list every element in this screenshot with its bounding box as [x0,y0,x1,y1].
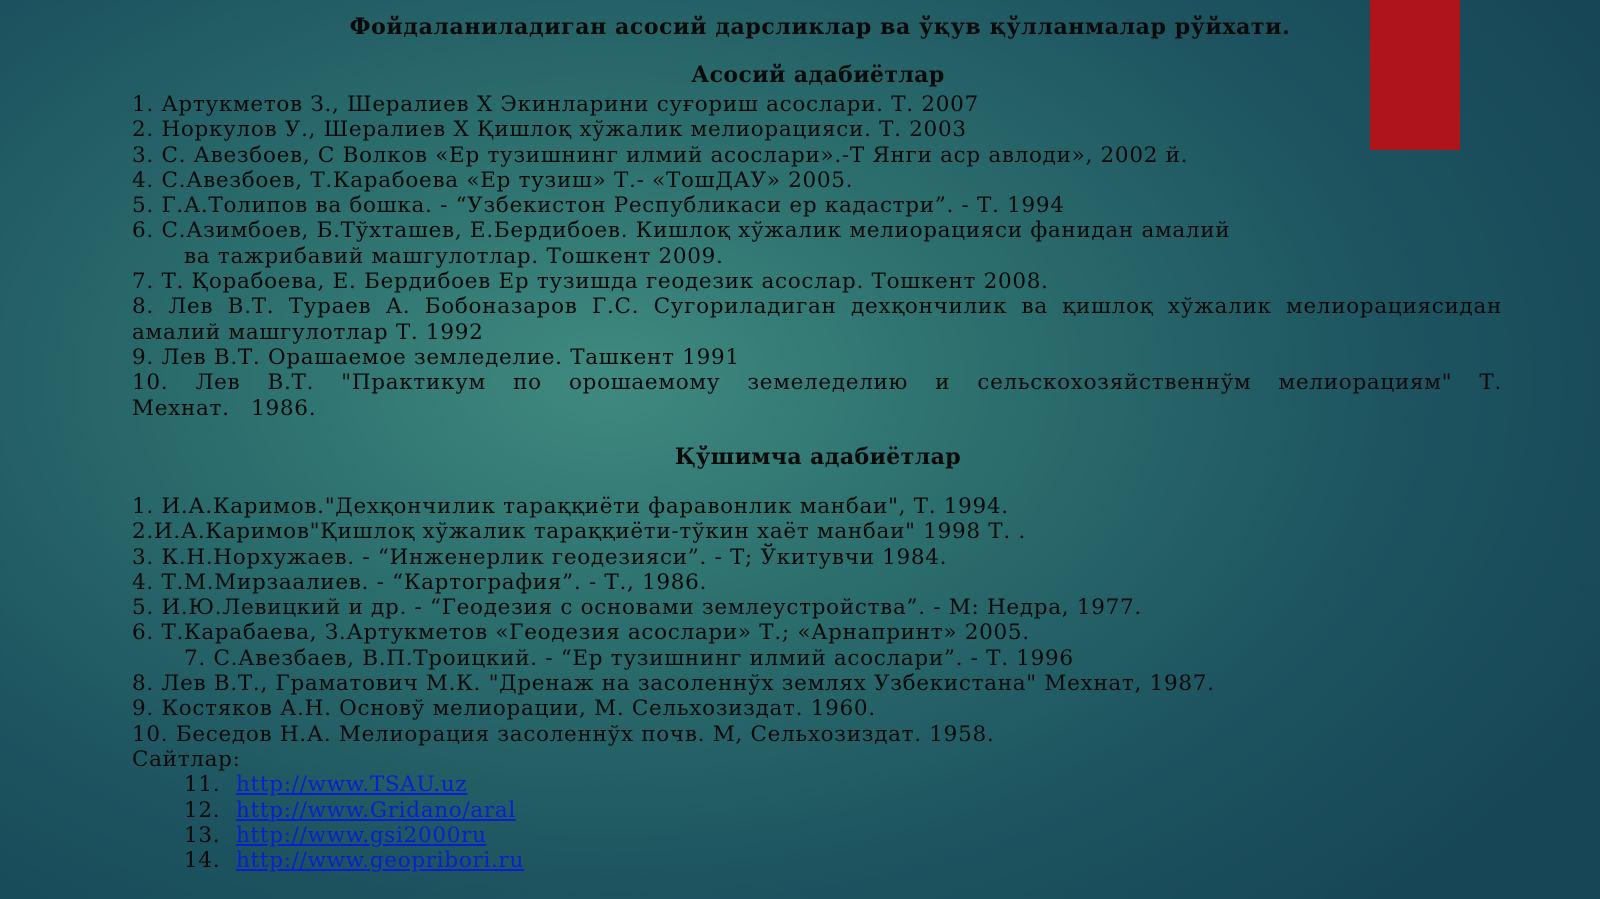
site-number: 14. [184,848,221,874]
site-number: 13. [184,822,221,848]
list-item: 8. Лев В.Т. Тураев А. Бобоназаров Г.С. Сугориладиган дехқончилик ва қишлоқ хўжалик мелиорациясидан амалий машгулотлар Т. 1992 [132,294,1502,345]
list-item: 9. Лев В.Т. Орашаемое земледелие. Ташкент 1991 [132,344,740,370]
list-item: 4. Т.М.Мирзаалиев. - “Картография”. - Т., 1986. [132,569,708,595]
site-number: 11. [184,772,221,798]
list-item: 5. И.Ю.Левицкий и др. - “Геодезия с основами землеустройства”. - М: Недра, 1977. [132,595,1142,621]
list-item: ва тажрибавий машгулотлар. Тошкент 2009. [184,243,724,269]
site-row [132,798,1502,823]
list-item: 7. С.Авезбаев, В.П.Троицкий. - “Ер тузишнинг илмий асослари”. - Т. 1996 [184,645,1074,671]
list-item: 2. Норкулов У., Шералиев Х Қишлоқ хўжалик мелиорацияси. Т. 2003 [132,117,967,143]
site-row [132,848,1502,873]
list-item: 1. Артукметов З., Шералиев Х Экинларини суғориш асослари. Т. 2007 [132,92,979,117]
main-literature-list [132,92,1502,421]
extra-literature-list [132,494,1502,873]
list-item: 10. Лев В.Т. "Практикум по орошаемому земеледелию и сельскохозяйственнўм мелиорациям" Т. Мехнат. 1986. [132,370,1502,421]
list-item: 6. Т.Карабаева, З.Артукметов «Геодезия асослари» Т.; «Арнапринт» 2005. [132,620,1030,646]
list-item: 7. Т. Қорабоева, Е. Бердибоев Ер тузишда геодезик асослар. Тошкент 2008. [132,269,1049,295]
site-link[interactable]: http://www.Gridano/aral [236,797,516,823]
extra-literature-heading: Қўшимча адабиётлар [674,444,962,470]
site-number: 12. [184,797,221,823]
list-item: 10. Беседов Н.А. Мелиорация засоленнўх почв. М, Сельхозиздат. 1958. [132,721,995,747]
list-item: 5. Г.А.Толипов ва бошка. - “Узбекистон Республикаси ер кадастри”. - Т. 1994 [132,193,1065,219]
site-link[interactable]: http://www.TSAU.uz [236,772,468,798]
main-literature-heading: Асосий адабиётлар [691,62,945,88]
site-row [132,823,1502,848]
list-item: 3. С. Авезбоев, С Волков «Ер тузишнинг илмий асослари».-Т Янги аср авлоди», 2002 й. [132,142,1189,168]
list-item: 3. К.Н.Норхужаев. - “Инженерлик геодезияси”. - Т; Ўкитувчи 1984. [132,544,948,570]
site-row [132,772,1502,797]
site-link[interactable]: http://www.gsi2000ru [236,822,487,848]
list-item: 2.И.А.Каримов"Қишлоқ хўжалик тараққиёти-тўкин хаёт манбаи" 1998 Т. . [132,519,1026,545]
page-title: Фойдаланиладиган асосий дарсликлар ва ўқув қўлланмалар рўйхати. [349,14,1291,40]
list-item: 4. С.Авезбоев, Т.Карабоева «Ер тузиш» Т.- «ТошДАУ» 2005. [132,167,854,193]
list-item: 9. Костяков А.Н. Основў мелиорации, М. Сельхозиздат. 1960. [132,696,876,722]
list-item: 1. И.А.Каримов."Дехқончилик тараққиёти фаравонлик манбаи", Т. 1994. [132,494,1009,519]
list-item: 8. Лев В.Т., Граматович М.К. "Дренаж на засоленнўх землях Узбекистана" Мехнат, 1987. [132,671,1215,697]
sites-label: Сайтлар: [132,746,241,772]
site-link[interactable]: http://www.geopribori.ru [236,848,525,874]
list-item: 6. С.Азимбоев, Б.Тўхташев, Е.Бердибоев. Кишлоқ хўжалик мелиорацияси фанидан амалий [132,218,1231,244]
